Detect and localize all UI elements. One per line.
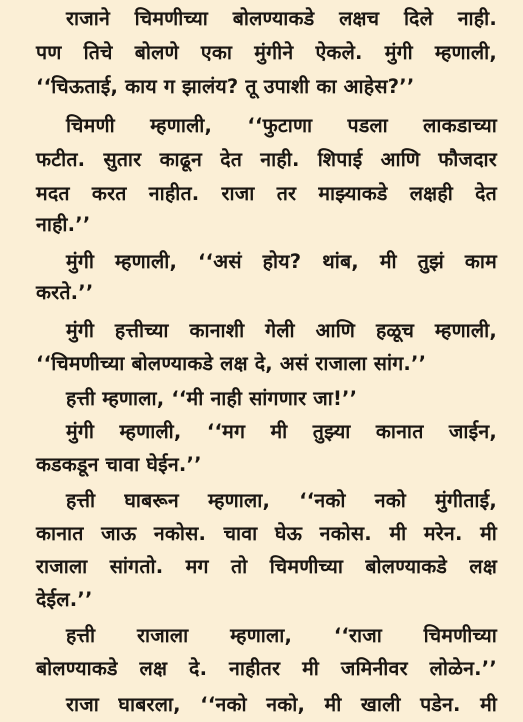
text-line: मदत करत नाहीत. राजा तर माझ्याकडे लक्षही देत: [36, 182, 497, 205]
text-line: कडकडून चावा घेईन.’’: [36, 453, 202, 476]
text-line: बोलण्याकडे लक्ष दे. नाहीतर मी जमिनीवर लोळेन.’’: [36, 657, 497, 680]
text-line: देईल.’’: [36, 588, 93, 611]
text-line: करते.’’: [36, 281, 94, 304]
text-line: मुंगी हत्तीच्या कानाशी गेली आणि हळूच म्हणाली,: [66, 319, 497, 342]
text-line: ‘‘चिमणीच्या बोलण्याकडे लक्ष दे, असं राजाला सांग.’’: [36, 352, 427, 375]
text-line: मुंगी म्हणाली, ‘‘असं होय? थांब, मी तुझं काम: [66, 250, 497, 273]
text-line: राजा घाबरला, ‘‘नको नको, मी खाली पडेन. मी: [66, 693, 497, 716]
text-line: राजाने चिमणीच्या बोलण्याकडे लक्षच दिले नाही.: [66, 7, 497, 30]
text-line: पण तिचे बोलणे एका मुंगीने ऐकले. मुंगी म्हणाली,: [36, 41, 497, 64]
text-line: कानात जाऊ नकोस. चावा घेऊ नकोस. मी मरेन. मी: [36, 522, 497, 545]
text-line: चिमणी म्हणाली, ‘‘फुटाणा पडला लाकडाच्या: [66, 114, 497, 137]
text-line: मुंगी म्हणाली, ‘‘मग मी तुझ्या कानात जाईन,: [66, 420, 497, 443]
text-line: हत्ती राजाला म्हणाला, ‘‘राजा चिमणीच्या: [66, 624, 497, 647]
text-line: नाही.’’: [36, 213, 91, 236]
text-line: ‘‘चिऊताई, काय ग झालंय? तू उपाशी का आहेस?’’: [36, 75, 415, 98]
text-line: हत्ती घाबरून म्हणाला, ‘‘नको नको मुंगीताई,: [66, 489, 497, 512]
text-line: राजाला सांगतो. मग तो चिमणीच्या बोलण्याकडे लक्ष: [36, 555, 497, 578]
text-line: फटीत. सुतार काढून देत नाही. शिपाई आणि फौजदार: [36, 148, 497, 171]
text-line: हत्ती म्हणाला, ‘‘मी नाही सांगणार जा!’’: [66, 387, 358, 410]
